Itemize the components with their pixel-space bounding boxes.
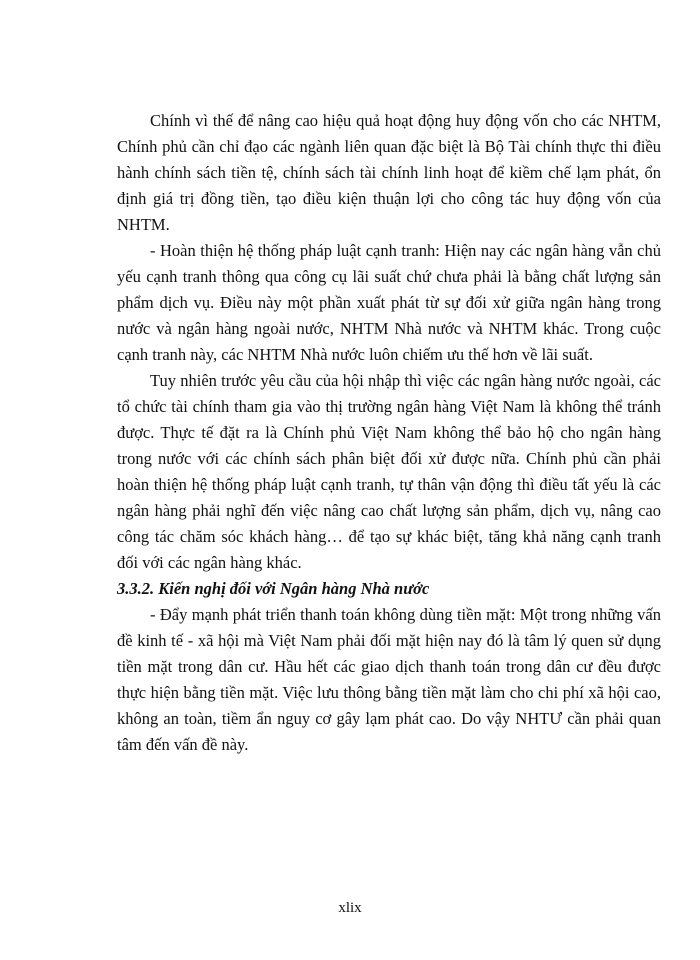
page-number: xlix [338,900,362,916]
paragraph-competition-law: - Hoàn thiện hệ thống pháp luật cạnh tranh: Hiện nay các ngân hàng vẫn chủ yếu cạnh tranh thông qua công cụ lãi suất chứ chưa phải là bằng chất lượng sản phẩm dịch vụ. Điều này một phần xuất phát từ sự đối xử giữa ngân hàng trong nước và ngân hàng ngoài nước, NHTM Nhà nước và NHTM khác. Trong cuộc cạnh tranh này, các NHTM Nhà nước luôn chiếm ưu thế hơn về lãi suất. [117,241,661,364]
paragraph-cashless-payment: - Đẩy mạnh phát triển thanh toán không dùng tiền mặt: Một trong những vấn đề kinh tế - xã hội mà Việt Nam phải đối mặt hiện nay đó là tâm lý quen sử dụng tiền mặt trong dân cư. Hầu hết các giao dịch thanh toán trong dân cư đều được thực hiện bằng tiền mặt. Việc lưu thông bằng tiền mặt làm cho chi phí xã hội cao, không an toàn, tiềm ẩn nguy cơ gây lạm phát cao. Do vậy NHTƯ cần phải quan tâm đến vấn đề này. [117,605,661,754]
paragraph-government-role: Chính vì thế để nâng cao hiệu quả hoạt động huy động vốn cho các NHTM, Chính phủ cần chỉ đạo các ngành liên quan đặc biệt là Bộ Tài chính thực thi điều hành chính sách tiền tệ, chính sách tài chính linh hoạt để kiềm chế lạm phát, ổn định giá trị đồng tiền, tạo điều kiện thuận lợi cho công tác huy động vốn của NHTM. [117,111,661,234]
paragraph-integration: Tuy nhiên trước yêu cầu của hội nhập thì việc các ngân hàng nước ngoài, các tổ chức tài chính tham gia vào thị trường ngân hàng Việt Nam là không thể tránh được. Thực tế đặt ra là Chính phủ Việt Nam không thể bảo hộ cho ngân hàng trong nước với các chính sách phân biệt đối xử được nữa. Chính phủ cần phải hoàn thiện hệ thống pháp luật cạnh tranh, tự thân vận động thì điều tất yếu là các ngân hàng phải nghĩ đến việc nâng cao chất lượng sản phẩm, dịch vụ, nâng cao công tác chăm sóc khách hàng… để tạo sự khác biệt, tăng khả năng cạnh tranh đối với các ngân hàng khác. [117,371,661,572]
section-heading: 3.3.2. Kiến nghị đối với Ngân hàng Nhà nước [117,579,430,598]
page-body [117,108,661,758]
